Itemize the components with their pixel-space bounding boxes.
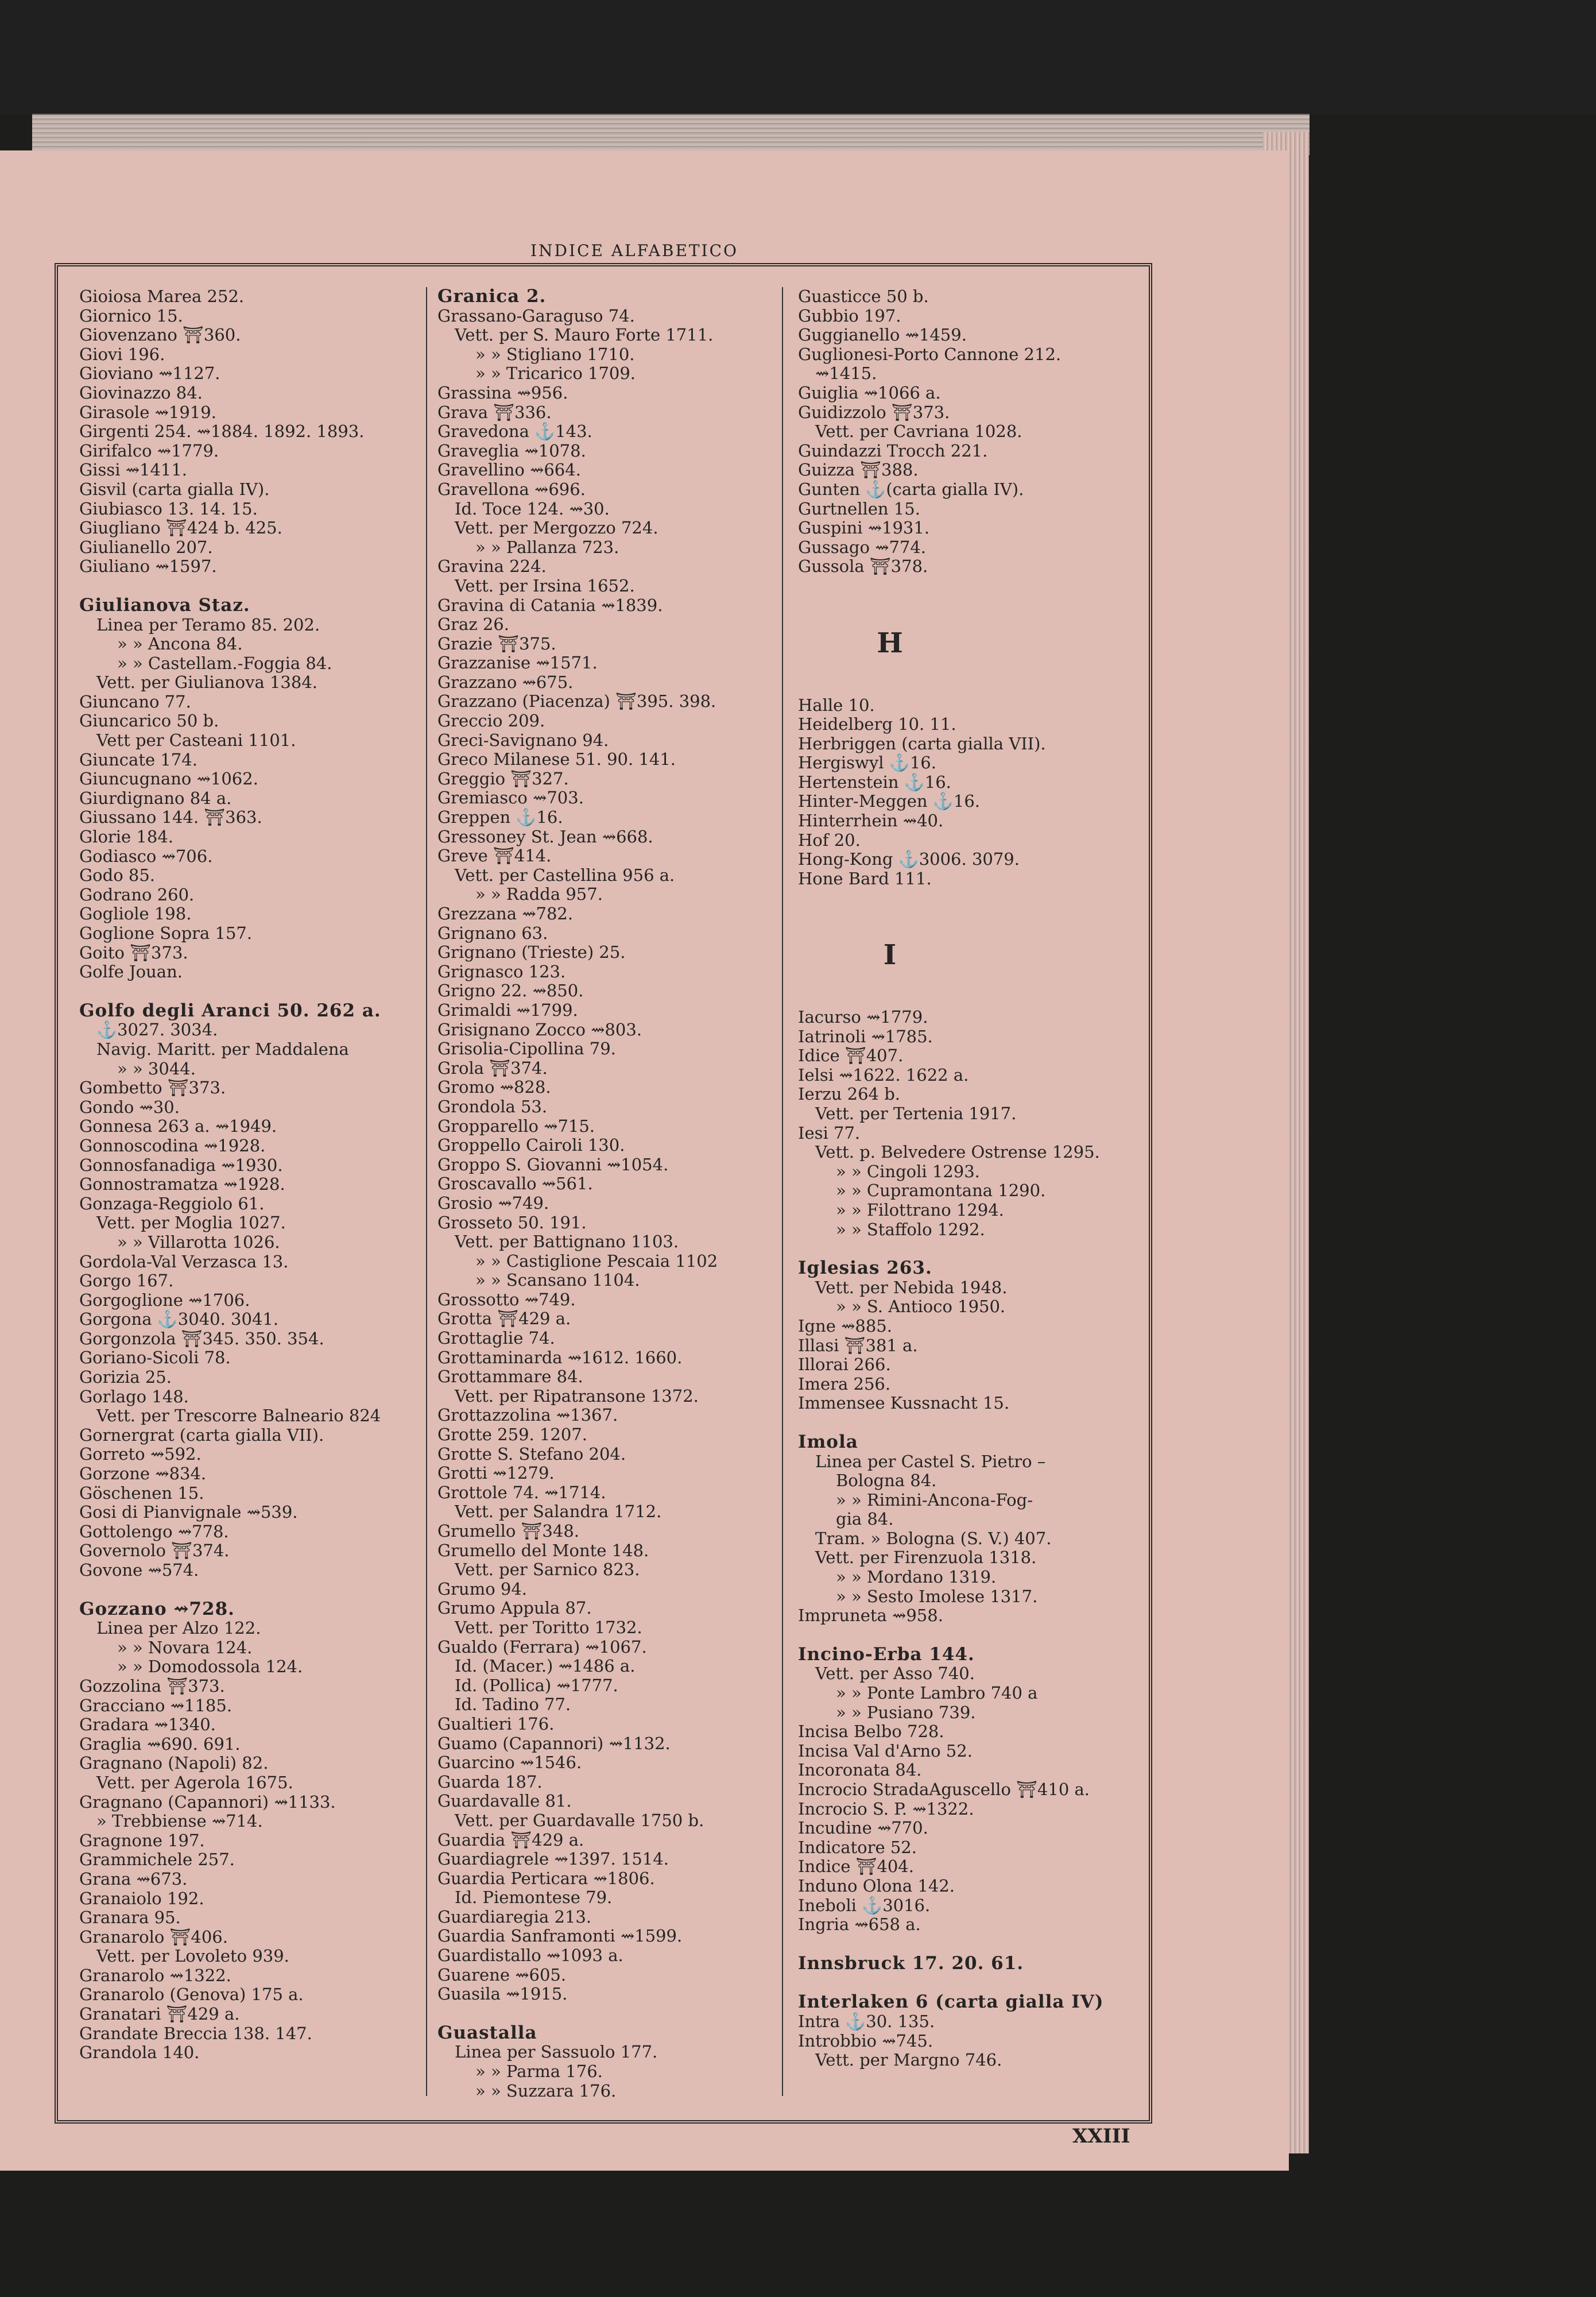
index-entry: Grezzana ⇝782. [437, 904, 574, 923]
index-entry: Ingria ⇝658 a. [798, 1915, 921, 1935]
scan-background [0, 0, 1596, 115]
index-entry: Grottaminarda ⇝1612. 1660. [437, 1347, 683, 1367]
index-entry: Hinter-Meggen ⚓16. [798, 791, 980, 811]
index-entry: Grazie ⛩375. [437, 633, 556, 653]
index-entry: Grondola 53. [437, 1096, 548, 1116]
index-entry: Guardiaregia 213. [437, 1907, 592, 1927]
index-entry: Gragnano (Napoli) 82. [79, 1753, 269, 1773]
index-entry: Gorgoglione ⇝1706. [79, 1290, 250, 1310]
index-entry: Gonnoscodina ⇝1928. [79, 1135, 266, 1155]
index-entry: Grassina ⇝956. [437, 382, 568, 403]
index-entry: Greve ⛩414. [437, 846, 552, 866]
index-entry: Incisa Belbo 728. [798, 1722, 944, 1742]
index-entry: Gragnone 197. [79, 1830, 205, 1850]
index-entry: » » Rimini-Ancona-Fog- [836, 1490, 1033, 1510]
index-entry: Vett. per Ripatransone 1372. [455, 1386, 699, 1406]
index-entry: Vett. per Firenzuola 1318. [815, 1548, 1037, 1568]
index-entry: Giuncarico 50 b. [79, 711, 219, 731]
index-entry: » » S. Antioco 1950. [836, 1297, 1006, 1317]
index-entry: Gualdo (Ferrara) ⇝1067. [437, 1637, 647, 1657]
index-entry: Hinterrhein ⇝40. [798, 811, 944, 831]
index-entry: Gualtieri 176. [437, 1714, 555, 1734]
index-entry: Gonnostramatza ⇝1928. [79, 1174, 285, 1194]
index-entry: Gonzaga-Reggiolo 61. [79, 1193, 265, 1213]
index-entry: » » Domodossola 124. [117, 1657, 303, 1677]
index-entry: Gorizia 25. [79, 1367, 172, 1387]
index-entry: Göschenen 15. [79, 1483, 204, 1503]
index-entry: Giovinazzo 84. [79, 382, 203, 403]
index-entry: Granaiolo 192. [79, 1888, 204, 1908]
index-entry: Linea per Alzo 122. [96, 1618, 261, 1638]
index-entry: » » Ancona 84. [117, 634, 243, 654]
index-entry: Guardia Sanframonti ⇝1599. [437, 1926, 683, 1946]
index-entry: Grazzano ⇝675. [437, 672, 574, 692]
index-entry: » » Radda 957. [475, 884, 603, 904]
index-entry: Guasila ⇝1915. [437, 1984, 568, 2004]
index-entry: Heidelberg 10. 11. [798, 714, 956, 734]
index-entry: Id. Toce 124. ⇝30. [455, 498, 610, 519]
index-entry: Grosseto 50. 191. [437, 1212, 587, 1232]
index-entry: » » Scansano 1104. [475, 1270, 640, 1290]
index-entry: Indice ⛩404. [798, 1857, 914, 1877]
index-entry: Vett. per Giulianova 1384. [96, 672, 318, 693]
index-entry: Vett. per Sarnico 823. [455, 1560, 640, 1580]
index-entry: Grisignano Zocco ⇝803. [437, 1019, 642, 1039]
index-entry: Greccio 209. [437, 711, 545, 731]
index-entry: Gornergrat (carta gialla VII). [79, 1425, 324, 1445]
index-entry: Guiglia ⇝1066 a. [798, 382, 941, 403]
index-entry: Guardia ⛩429 a. [437, 1830, 584, 1850]
index-entry: Vett. per Lovoleto 939. [96, 1946, 289, 1966]
index-entry: Guasticce 50 b. [798, 287, 929, 306]
index-entry: » » Pallanza 723. [475, 537, 619, 557]
index-entry: Guardia Perticara ⇝1806. [437, 1868, 655, 1888]
index-entry: Gioviano ⇝1127. [79, 364, 220, 384]
index-entry: Incrocio StradaAguscello ⛩410 a. [798, 1780, 1090, 1799]
index-entry: » » Filottrano 1294. [836, 1200, 1004, 1220]
index-entry: Hergiswyl ⚓16. [798, 753, 936, 773]
index-entry: Ineboli ⚓3016. [798, 1895, 931, 1915]
index-entry: Vett. per Castellina 956 a. [455, 865, 675, 885]
index-entry: » » Cupramontana 1290. [836, 1181, 1046, 1201]
index-entry: Linea per Castel S. Pietro – [815, 1451, 1046, 1471]
index-entry: Grotte 259. 1207. [437, 1425, 587, 1445]
index-entry: Gussola ⛩378. [798, 556, 928, 577]
index-entry: Vett per Casteani 1101. [96, 730, 296, 751]
index-entry: Grignano (Trieste) 25. [437, 942, 626, 962]
index-entry: Grumo 94. [437, 1579, 528, 1599]
index-entry: Grumello del Monte 148. [437, 1540, 649, 1560]
index-entry: Gorzone ⇝834. [79, 1464, 207, 1484]
index-entry: Giuncate 174. [79, 749, 197, 769]
index-entry: Grossotto ⇝749. [437, 1289, 576, 1309]
index-entry: Guamo (Capannori) ⇝1132. [437, 1733, 671, 1753]
index-entry: Gogliole 198. [79, 904, 192, 924]
index-entry: Grammichele 257. [79, 1850, 235, 1870]
index-entry: Giubiasco 13. 14. 15. [79, 498, 258, 519]
index-entry: Gombetto ⛩373. [79, 1078, 226, 1098]
index-entry: Hong-Kong ⚓3006. 3079. [798, 849, 1020, 869]
index-entry: Ierzu 264 b. [798, 1084, 901, 1104]
index-entry: Gorreto ⇝592. [79, 1444, 202, 1464]
index-entry: Gromo ⇝828. [437, 1077, 551, 1097]
index-entry: Godrano 260. [79, 884, 195, 904]
index-entry: Gondo ⇝30. [79, 1097, 180, 1117]
index-entry: Grava ⛩336. [437, 402, 552, 422]
index-entry: ⇝1415. [815, 364, 877, 384]
index-entry: Iatrinoli ⇝1785. [798, 1026, 933, 1046]
index-entry: Greco Milanese 51. 90. 141. [437, 749, 676, 769]
index-entry: Guidizzolo ⛩373. [798, 402, 950, 422]
index-entry: Vett. per S. Mauro Forte 1711. [455, 325, 714, 345]
index-entry: Guindazzi Trocch 221. [798, 440, 988, 461]
index-heading: Incino-Erba 144. [798, 1644, 975, 1665]
index-entry: Idice ⛩407. [798, 1046, 904, 1066]
index-entry: » Trebbiense ⇝714. [96, 1811, 263, 1831]
index-entry: Vett. per Battignano 1103. [455, 1232, 679, 1252]
index-entry: Giornico 15. [79, 306, 183, 326]
index-entry: Vett. per Moglia 1027. [96, 1213, 286, 1233]
index-entry: Giovi 196. [79, 344, 165, 364]
index-entry: Groppo S. Giovanni ⇝1054. [437, 1154, 669, 1174]
index-entry: Grazzano (Piacenza) ⛩395. 398. [437, 691, 716, 711]
index-entry: Herbriggen (carta gialla VII). [798, 733, 1046, 753]
index-entry: Granarolo (Genova) 175 a. [79, 1985, 304, 2005]
index-entry: Id. (Macer.) ⇝1486 a. [455, 1656, 636, 1676]
index-entry: Grandola 140. [79, 2043, 200, 2063]
index-entry: Hone Bard 111. [798, 868, 932, 888]
index-entry: Gravina 224. [437, 556, 547, 577]
index-entry: Godo 85. [79, 865, 155, 885]
index-heading: Giulianova Staz. [79, 594, 250, 616]
index-entry: Vett. per Nebida 1948. [815, 1277, 1008, 1297]
index-entry: Gonnosfanadiga ⇝1930. [79, 1155, 283, 1175]
index-entry: Giuncugnano ⇝1062. [79, 769, 258, 789]
index-entry: Incrocio S. P. ⇝1322. [798, 1799, 974, 1819]
index-entry: Giuliano ⇝1597. [79, 556, 217, 577]
index-entry: Gissi ⇝1411. [79, 460, 188, 480]
index-entry: Id. (Pollica) ⇝1777. [455, 1675, 618, 1695]
index-entry: Goriano-Sicoli 78. [79, 1348, 231, 1368]
index-entry: Greggio ⛩327. [437, 768, 569, 788]
index-entry: Illasi ⛩381 a. [798, 1335, 918, 1355]
index-entry: Iacurso ⇝1779. [798, 1007, 928, 1027]
index-entry: Navig. Maritt. per Maddalena [96, 1039, 349, 1059]
index-entry: Iesi 77. [798, 1123, 861, 1143]
index-entry: Incudine ⇝770. [798, 1818, 928, 1838]
index-entry: Grumello ⛩348. [437, 1521, 579, 1541]
index-entry: Grisolia-Cipollina 79. [437, 1039, 616, 1059]
page-number: XXIII [1072, 2125, 1130, 2148]
index-entry: Govone ⇝574. [79, 1560, 199, 1580]
index-entry: Gorgona ⚓3040. 3041. [79, 1309, 279, 1329]
index-entry: Godiasco ⇝706. [79, 846, 213, 866]
index-column-2 [437, 287, 787, 2102]
index-entry: Granarolo ⇝1322. [79, 1965, 231, 1985]
index-entry: Vett. per Trescorre Balneario 824 [96, 1406, 381, 1426]
index-entry: » » Cingoli 1293. [836, 1161, 980, 1181]
index-entry: Giurdignano 84 a. [79, 788, 232, 808]
index-entry: Grotti ⇝1279. [437, 1463, 555, 1483]
index-entry: Grigno 22. ⇝850. [437, 981, 584, 1001]
index-entry: Gussago ⇝774. [798, 537, 927, 557]
index-entry: Gunten ⚓(carta gialla IV). [798, 479, 1024, 499]
index-entry: Groppello Cairoli 130. [437, 1135, 625, 1155]
index-entry: Id. Piemontese 79. [455, 1888, 613, 1908]
index-entry: Gremiasco ⇝703. [437, 788, 584, 808]
index-entry: » » Castiglione Pescaia 1102 [475, 1251, 718, 1271]
index-entry: ⚓3027. 3034. [96, 1020, 218, 1040]
index-entry: » » Castellam.-Foggia 84. [117, 653, 332, 673]
index-entry: Gozzolina ⛩373. [79, 1676, 225, 1696]
index-entry: Id. Tadino 77. [455, 1695, 571, 1715]
index-entry: Vett. per Mergozzo 724. [455, 518, 658, 538]
index-entry: Halle 10. [798, 695, 875, 715]
index-entry: Grottammare 84. [437, 1367, 583, 1387]
index-entry: Guardistallo ⇝1093 a. [437, 1946, 623, 1966]
index-entry: Giugliano ⛩424 b. 425. [79, 518, 282, 538]
index-entry: Graz 26. [437, 614, 509, 635]
index-entry: Illorai 266. [798, 1355, 891, 1375]
index-entry: Golfe Jouan. [79, 962, 183, 982]
index-entry: Greci-Savignano 94. [437, 730, 609, 750]
index-column-1 [79, 287, 428, 2102]
index-entry: Vett. per Margno 746. [815, 2050, 1002, 2070]
index-entry: Vett. per Toritto 1732. [455, 1617, 642, 1637]
index-entry: Gressoney St. Jean ⇝668. [437, 826, 653, 846]
index-entry: Glorie 184. [79, 827, 173, 847]
index-entry: Grana ⇝673. [79, 1869, 188, 1889]
index-entry: Grignano 63. [437, 923, 548, 943]
index-entry: Grosio ⇝749. [437, 1193, 549, 1213]
index-entry: Guarene ⇝605. [437, 1965, 567, 1985]
index-entry: Gurtnellen 15. [798, 498, 920, 519]
index-entry: Graglia ⇝690. 691. [79, 1734, 241, 1754]
index-entry: Grazzanise ⇝1571. [437, 653, 598, 673]
index-entry: » » Ponte Lambro 740 a [836, 1683, 1038, 1703]
book-top-edge [32, 114, 1310, 155]
index-entry: Imera 256. [798, 1374, 891, 1394]
index-entry: Linea per Sassuolo 177. [455, 2042, 658, 2062]
index-heading: Gozzano ⇝728. [79, 1598, 235, 1619]
index-entry: » » Mordano 1319. [836, 1567, 997, 1587]
index-entry: Giuncano 77. [79, 691, 191, 711]
index-heading: Golfo degli Aranci 50. 262 a. [79, 1000, 381, 1021]
index-entry: Grassano-Garaguso 74. [437, 306, 635, 326]
index-entry: Girgenti 254. ⇝1884. 1892. 1893. [79, 421, 365, 442]
index-entry: Grotte S. Stefano 204. [437, 1444, 626, 1464]
index-entry: Gravedona ⚓143. [437, 421, 592, 442]
index-column-3 [798, 287, 1147, 2102]
index-entry: Tram. » Bologna (S. V.) 407. [815, 1528, 1052, 1548]
index-entry: Goglione Sopra 157. [79, 923, 253, 943]
index-entry: Guarcino ⇝1546. [437, 1753, 582, 1773]
index-entry: Incisa Val d'Arno 52. [798, 1741, 973, 1761]
index-entry: Vett. p. Belvedere Ostrense 1295. [815, 1142, 1100, 1162]
index-entry: Immensee Kussnacht 15. [798, 1393, 1010, 1413]
index-entry: Giussano 144. ⛩363. [79, 807, 262, 827]
index-entry: Gragnano (Capannori) ⇝1133. [79, 1792, 336, 1812]
index-entry: Grimaldi ⇝1799. [437, 1000, 578, 1020]
index-entry: Vett. per Asso 740. [815, 1664, 975, 1684]
index-entry: Guardiagrele ⇝1397. 1514. [437, 1849, 669, 1869]
index-entry: Gottolengo ⇝778. [79, 1521, 229, 1541]
index-entry: Induno Olona 142. [798, 1876, 955, 1896]
index-heading: Interlaken 6 (carta gialla IV) [798, 1991, 1104, 2013]
index-entry: Guarda 187. [437, 1772, 543, 1792]
index-entry: gia 84. [836, 1509, 894, 1529]
index-heading: Innsbruck 17. 20. 61. [798, 1952, 1024, 1974]
index-entry: Vett. per Agerola 1675. [96, 1772, 293, 1792]
index-entry: Gordola-Val Verzasca 13. [79, 1251, 289, 1271]
index-entry: Gioiosa Marea 252. [79, 287, 245, 306]
index-entry: Indicatore 52. [798, 1837, 917, 1857]
index-entry: Granarolo ⛩406. [79, 1927, 228, 1947]
index-entry: Grottaglie 74. [437, 1328, 555, 1348]
section-letter: H [877, 627, 903, 659]
index-entry: Guggianello ⇝1459. [798, 325, 967, 345]
index-entry: Linea per Teramo 85. 202. [96, 614, 320, 635]
index-entry: Guizza ⛩388. [798, 460, 919, 480]
index-entry: » » Villarotta 1026. [117, 1232, 280, 1252]
index-entry: Gonnesa 263 a. ⇝1949. [79, 1116, 277, 1136]
index-entry: Grottole 74. ⇝1714. [437, 1482, 606, 1502]
index-entry: Grola ⛩374. [437, 1058, 548, 1078]
index-heading: Guastalla [437, 2022, 537, 2043]
index-entry: Grandate Breccia 138. 147. [79, 2023, 312, 2043]
index-entry: Gorgonzola ⛩345. 350. 354. [79, 1328, 324, 1348]
index-entry: Igne ⇝885. [798, 1316, 892, 1336]
index-entry: Groscavallo ⇝561. [437, 1174, 593, 1194]
index-entry: Gorgo 167. [79, 1271, 174, 1291]
index-entry: » » Staffolo 1292. [836, 1219, 985, 1239]
index-entry: Vett. per Cavriana 1028. [815, 421, 1022, 442]
index-entry: » » Stigliano 1710. [475, 344, 635, 364]
index-entry: Gravina di Catania ⇝1839. [437, 595, 663, 615]
index-entry: Girifalco ⇝1779. [79, 440, 219, 461]
index-entry: Hof 20. [798, 830, 861, 850]
index-entry: » » Suzzara 176. [475, 2081, 617, 2101]
index-entry: Giulianello 207. [79, 537, 213, 557]
index-entry: Guspini ⇝1931. [798, 518, 930, 538]
index-entry: Gropparello ⇝715. [437, 1116, 595, 1136]
index-entry: » » Novara 124. [117, 1637, 253, 1657]
index-entry: » » Tricarico 1709. [475, 364, 636, 384]
index-entry: Impruneta ⇝958. [798, 1606, 943, 1626]
index-entry: Giovenzano ⛩360. [79, 325, 241, 345]
index-heading: Imola [798, 1431, 858, 1452]
index-entry: Governolo ⛩374. [79, 1541, 230, 1561]
index-entry: Graveglia ⇝1078. [437, 440, 586, 461]
index-entry: Guglionesi-Porto Cannone 212. [798, 344, 1062, 364]
index-entry: Gravellona ⇝696. [437, 479, 586, 499]
index-entry: Grottazzolina ⇝1367. [437, 1405, 618, 1425]
index-entry: Grumo Appula 87. [437, 1598, 592, 1618]
index-entry: Vett. per Irsina 1652. [455, 575, 635, 595]
index-entry: Goito ⛩373. [79, 942, 188, 962]
index-entry: Vett. per Tertenia 1917. [815, 1104, 1017, 1123]
running-head: INDICE ALFABETICO [530, 241, 738, 260]
index-entry: Gosi di Pianvignale ⇝539. [79, 1502, 298, 1522]
index-entry: Vett. per Salandra 1712. [455, 1502, 662, 1522]
index-entry: Introbbio ⇝745. [798, 2031, 933, 2051]
index-entry: » » 3044. [117, 1058, 196, 1078]
index-entry: Granatari ⛩429 a. [79, 2004, 240, 2024]
section-letter: I [883, 939, 897, 972]
index-entry: Guardavalle 81. [437, 1791, 572, 1811]
index-entry: Greppen ⚓16. [437, 807, 563, 827]
index-entry: Ielsi ⇝1622. 1622 a. [798, 1065, 969, 1085]
index-heading: Granica 2. [437, 287, 547, 307]
index-entry: Intra ⚓30. 135. [798, 2011, 935, 2031]
index-entry: Gorlago 148. [79, 1386, 189, 1406]
index-entry: Gisvil (carta gialla IV). [79, 479, 270, 499]
index-entry: Bologna 84. [836, 1471, 937, 1491]
index-entry: Gradara ⇝1340. [79, 1715, 216, 1735]
index-entry: » » Pusiano 739. [836, 1702, 976, 1722]
index-entry: Hertenstein ⚓16. [798, 772, 951, 792]
index-entry: Gubbio 197. [798, 306, 901, 326]
index-heading: Iglesias 263. [798, 1258, 932, 1279]
index-entry: Gracciano ⇝1185. [79, 1695, 233, 1715]
index-entry: Grignasco 123. [437, 961, 566, 981]
index-entry: Granara 95. [79, 1908, 181, 1928]
index-entry: Grotta ⛩429 a. [437, 1309, 571, 1329]
index-entry: » » Sesto Imolese 1317. [836, 1586, 1038, 1606]
index-entry: Girasole ⇝1919. [79, 402, 216, 422]
index-entry: Gravellino ⇝664. [437, 460, 581, 480]
index-entry: Vett. per Guardavalle 1750 b. [455, 1810, 704, 1830]
index-entry: » » Parma 176. [475, 2062, 603, 2082]
index-entry: Incoronata 84. [798, 1760, 922, 1780]
